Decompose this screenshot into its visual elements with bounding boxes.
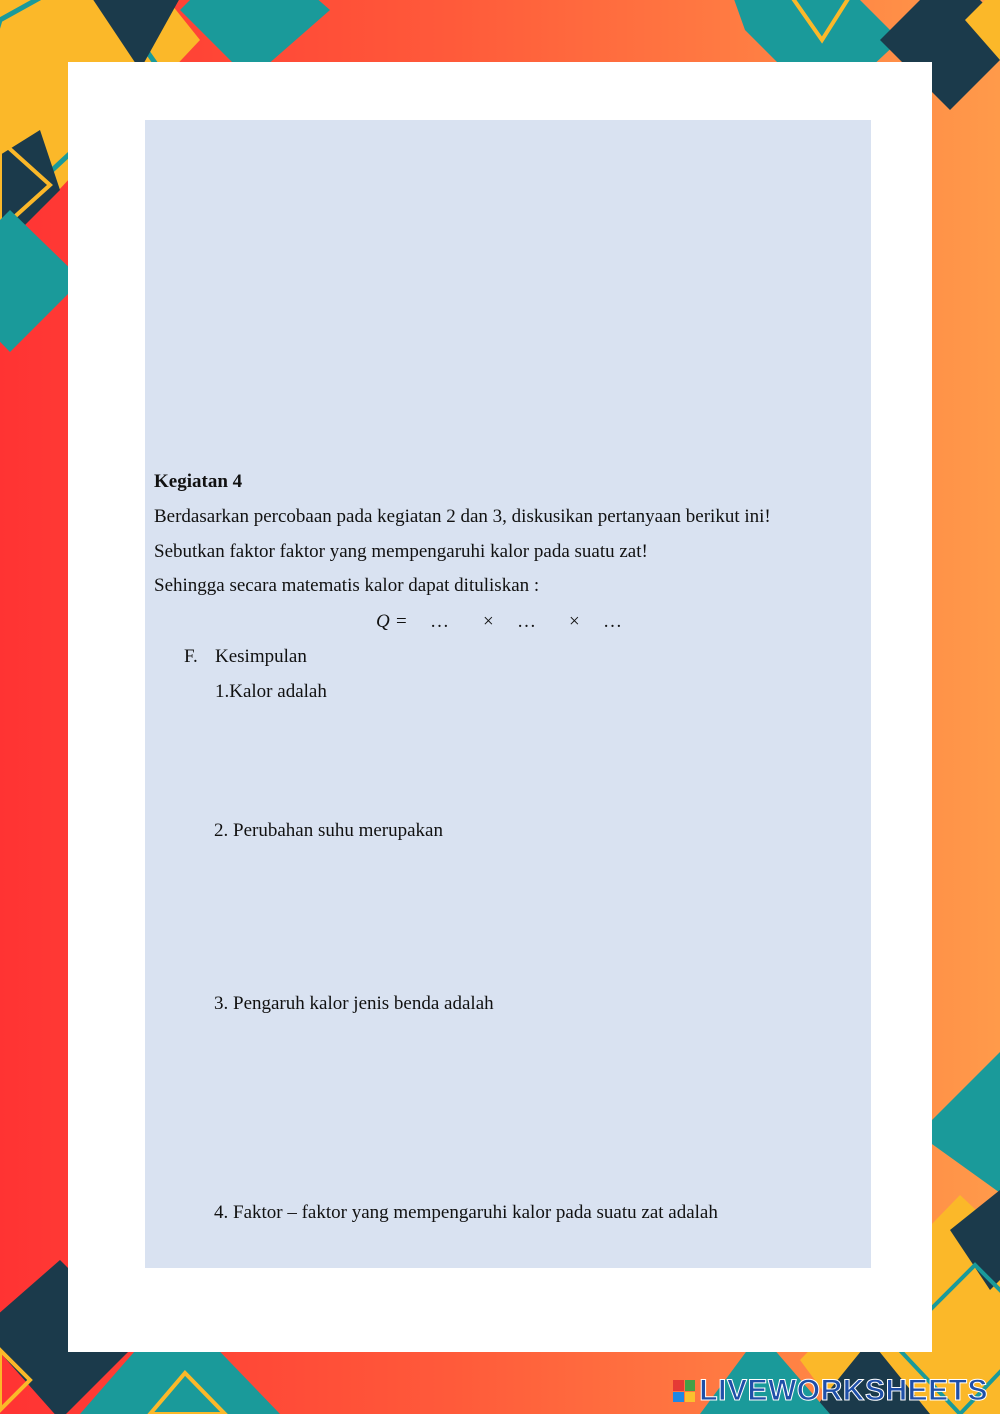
- liveworksheets-wordmark: LIVEWORKSHEETS: [699, 1374, 988, 1407]
- formula-times-1: ×: [483, 611, 494, 632]
- conclusion-item-3: 3. Pengaruh kalor jenis benda adalah: [214, 993, 494, 1014]
- liveworksheets-logo-icon: [673, 1380, 695, 1402]
- formula-blank-3: …: [603, 611, 622, 632]
- instruction-line-3: Sehingga secara matematis kalor dapat dituliskan :: [154, 575, 540, 596]
- formula-blank-1: …: [430, 611, 449, 632]
- formula-times-2: ×: [569, 611, 580, 632]
- section-title: Kesimpulan: [215, 646, 307, 667]
- instruction-line-1: Berdasarkan percobaan pada kegiatan 2 dan 3, diskusikan pertanyaan berikut ini!: [154, 506, 771, 527]
- liveworksheets-brand: [673, 1374, 988, 1408]
- formula-blank-2: …: [517, 611, 536, 632]
- conclusion-item-1: 1.Kalor adalah: [215, 681, 327, 702]
- formula-equals: =: [396, 611, 407, 632]
- conclusion-item-2: 2. Perubahan suhu merupakan: [214, 820, 443, 841]
- instruction-line-2: Sebutkan faktor faktor yang mempengaruhi kalor pada suatu zat!: [154, 541, 648, 562]
- activity-heading: Kegiatan 4: [154, 471, 243, 492]
- section-label: F.: [184, 646, 198, 667]
- conclusion-item-4: 4. Faktor – faktor yang mempengaruhi kalor pada suatu zat adalah: [214, 1202, 718, 1223]
- formula-q-symbol: Q: [376, 611, 390, 632]
